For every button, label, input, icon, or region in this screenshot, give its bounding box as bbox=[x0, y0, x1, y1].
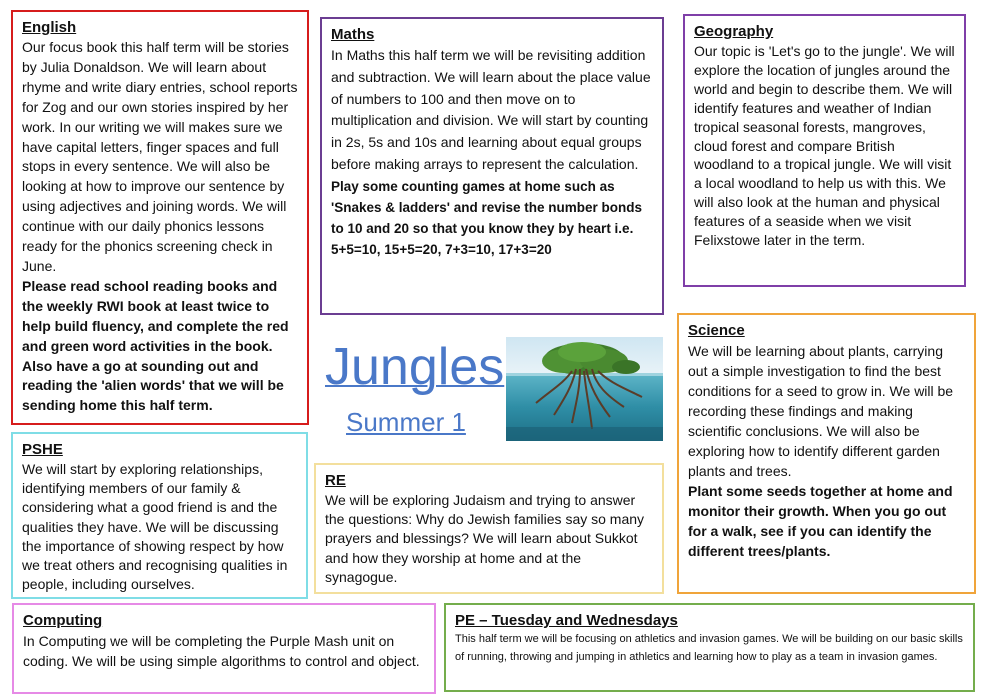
maths-heading: Maths bbox=[331, 26, 375, 43]
geography-heading: Geography bbox=[694, 23, 774, 40]
re-heading: RE bbox=[325, 472, 346, 489]
page-subtitle: Summer 1 bbox=[346, 407, 466, 437]
re-panel bbox=[314, 463, 664, 594]
computing-panel bbox=[12, 603, 436, 694]
science-body: We will be learning about plants, carrying out a simple investigation to find the best conditions for a seed to grow in. We will be recording these findings and making scientific conclusions. We will also be exploring how to identify different garden plants and trees. bbox=[688, 343, 954, 479]
re-body: We will be exploring Judaism and trying to answer the questions: Why do Jewish families say so many prayers and blessings? We will learn about Sukkot and how they worship at home and at the synagogue. bbox=[325, 492, 645, 585]
english-heading: English bbox=[22, 19, 77, 36]
computing-body: In Computing we will be completing the Purple Mash unit on coding. We will be using simple algorithms to control and object. bbox=[23, 633, 420, 669]
maths-body: In Maths this half term we will be revisiting addition and subtraction. We will learn about the place value of numbers to 100 and then move on to multiplication and division. We will start by counting in 2s, 5s and 10s and learning about equal groups before making arrays to represent the calculation. bbox=[331, 47, 651, 172]
science-homework: Plant some seeds together at home and monitor their growth. When you go out for a walk, see if you can identify the different trees/plants. bbox=[688, 483, 953, 559]
computing-heading: Computing bbox=[23, 612, 103, 629]
pe-body: This half term we will be focusing on athletics and invasion games. We will be building on our basic skills of running, throwing and jumping in athletics and learning how to play as a team in invasion games. bbox=[455, 633, 963, 663]
geography-body: Our topic is 'Let's go to the jungle'. We will explore the location of jungles around the world and begin to describe them. We will identify features and weather of Indian tropical seasonal forests, mangroves, cloud forest and compare British woodland to a tropical jungle. We will visit a local woodland to help us with this. We will also look at the human and physical features of a seaside when we visit Felixstowe later in the term. bbox=[694, 43, 955, 249]
pe-panel bbox=[444, 603, 975, 692]
science-panel bbox=[677, 313, 976, 594]
pshe-body: We will start by exploring relationships, identifying members of our family & considering what a good friend is and the qualities they have. We will be discussing the importance of showing respect by how we treat others and recognising qualities in people, including ourselves. bbox=[22, 461, 288, 593]
page-title: Jungles bbox=[325, 338, 505, 396]
maths-panel bbox=[320, 17, 664, 315]
pe-heading: PE – Tuesday and Wednesdays bbox=[455, 612, 678, 629]
english-body: Our focus book this half term will be stories by Julia Donaldson. We will learn about rhyme and write diary entries, school reports for Zog and our own stories inspired by her work. In our writing we will makes sure we have capital letters, finger spaces and full stops in every sentence. We will also be looking at how to improve our sentence by using adjectives and joining words. We will continue with our daily phonics lessons ready for the phonics screening check in June. bbox=[22, 39, 298, 274]
geography-panel bbox=[683, 14, 966, 287]
maths-homework: Play some counting games at home such as 'Snakes & ladders' and revise the number bonds to 10 and 20 so that you know they by heart i.e. 5+5=10, 15+5=20, 7+3=10, 17+3=20 bbox=[331, 178, 643, 258]
english-homework: Please read school reading books and the weekly RWI book at least twice to help build fluency, and complete the red and green word activities in the book. Also have a go at sounding out and reading the 'alien words' that we will be sending home this half term. bbox=[22, 277, 289, 414]
mangrove-photo bbox=[506, 337, 663, 441]
english-panel bbox=[11, 10, 309, 425]
pshe-panel bbox=[11, 432, 308, 599]
science-heading: Science bbox=[688, 322, 745, 339]
pshe-heading: PSHE bbox=[22, 441, 63, 458]
